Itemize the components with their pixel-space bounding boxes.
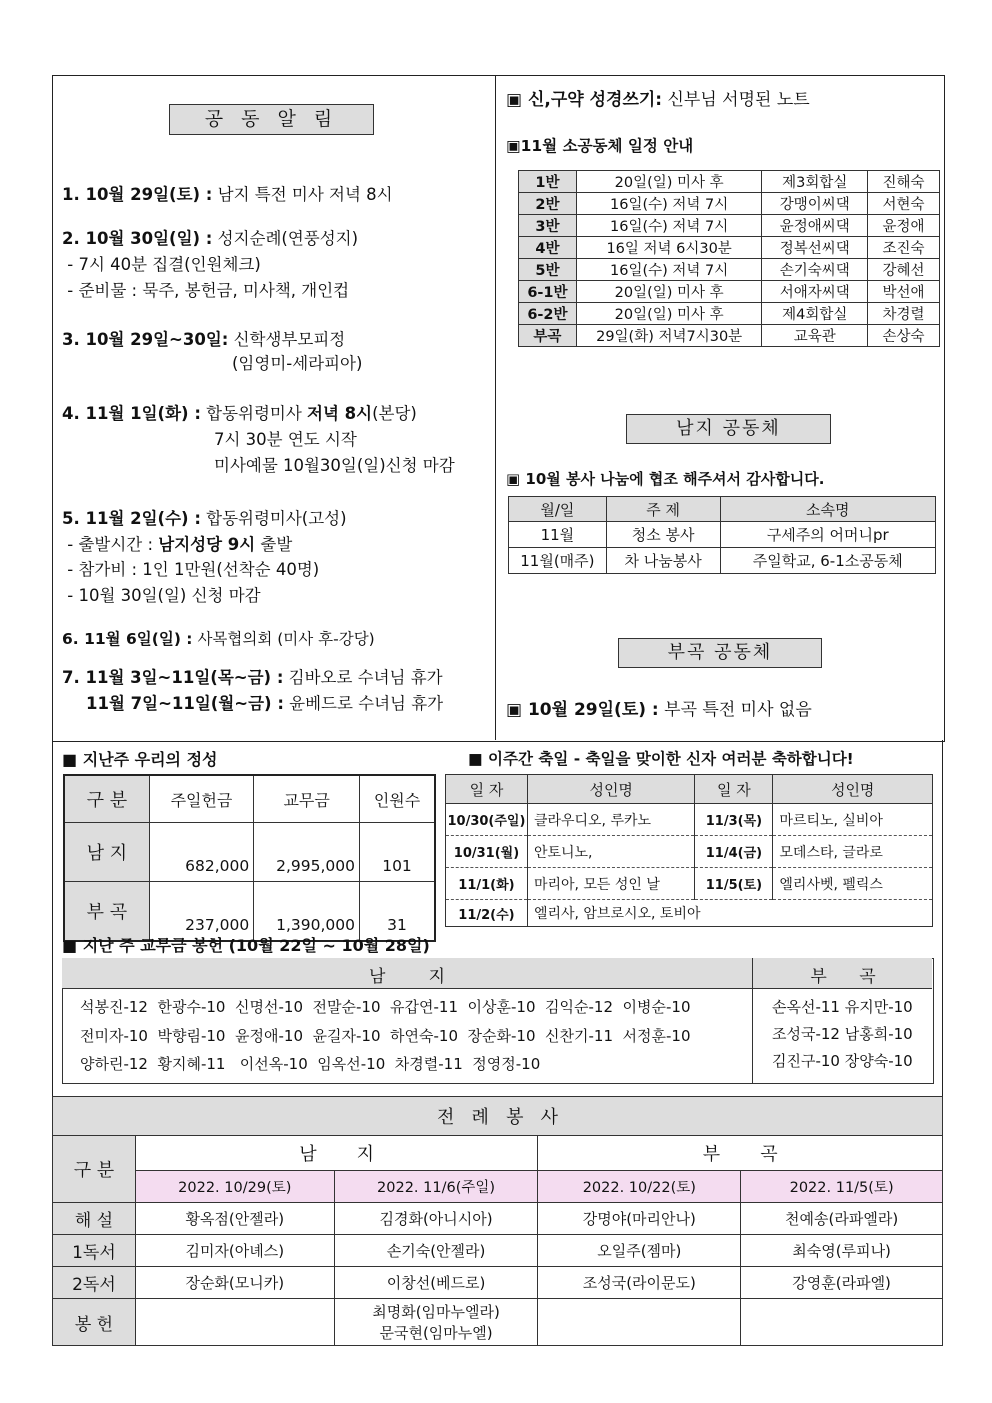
feast-row [446,804,933,836]
dues-bugok-line: 김진구-10 장양숙-10 [772,1052,913,1070]
offering-cell: 부 곡 [64,882,149,942]
liturgy-date: 2022. 11/6(주일) [334,1171,538,1203]
liturgy-cell [135,1299,334,1346]
schedule-cell: 교육관 [762,325,868,347]
liturgy-cell [334,1235,538,1267]
liturgy-name: 조성국(라이문도) [582,1274,696,1292]
schedule-cell: 4반 [519,237,577,259]
notice-lead: 7. 11월 3일~11일(목~금) : [62,668,284,687]
notice-item [214,453,455,478]
schedule-row [519,215,940,237]
liturgy-table [52,1096,943,1346]
notice-lead: 3. 10월 29일~30일: [62,330,229,349]
liturgy-cell [741,1235,943,1267]
notice-bold: 남지성당 9시 [158,535,256,554]
service-header: 소속명 [720,497,935,522]
liturgy-col-label: 구 분 [53,1136,136,1203]
feast-date: 10/30(주일) [446,804,528,836]
notice-lead: 6. 11월 6일(일) : [62,630,193,648]
service-header: 주 제 [606,497,720,522]
service-cell: 차 나눔봉사 [606,548,720,574]
feast-saints: 안토니노, [527,836,695,868]
feast-date: 11/4(금) [695,836,773,868]
schedule-cell: 손상숙 [868,325,940,347]
feast-date: 11/2(수) [446,900,528,927]
notice-item [62,278,349,303]
notice-text: 남지 특전 미사 저녁 8시 [212,185,393,204]
liturgy-role: 봉 헌 [53,1299,136,1346]
notice-bold: 저녁 8시 [307,404,373,423]
service-cell: 구세주의 어머니pr [720,522,935,548]
schedule-cell: 5반 [519,259,577,281]
schedule-cell: 20일(일) 미사 후 [576,303,762,325]
liturgy-cell [135,1267,334,1299]
notice-text: 신학생부모피정 [228,330,346,349]
liturgy-cell [538,1299,741,1346]
feast-table [445,774,933,927]
notice-item [62,226,358,251]
liturgy-date-row [53,1171,943,1203]
schedule-cell: 강맹이씨댁 [762,193,868,215]
feast-header: 일 자 [446,775,528,804]
liturgy-row [53,1299,943,1346]
liturgy-cell [538,1267,741,1299]
feast-title: ■ 이주간 축일 - 축일을 맞이한 신자 여러분 축하합니다! [468,750,854,768]
notice-item [62,182,393,207]
liturgy-row [53,1267,943,1299]
notice-item [62,532,292,557]
feast-saints: 클라우디오, 루카노 [527,804,695,836]
liturgy-role: 2독서 [53,1267,136,1299]
offering-cell: 남 지 [64,823,149,882]
schedule-cell: 윤정애씨댁 [762,215,868,237]
liturgy-name: 최명화(임마누엘라) [372,1303,500,1321]
feast-row [446,836,933,868]
service-header-row [509,497,936,522]
notice-text: 합동위령미사 [200,404,308,423]
feast-header-row [446,775,933,804]
notice-lead: 1. 10월 29일(토) : [62,185,213,204]
notice-item [214,427,357,452]
dues-bugok-header: 부 곡 [810,967,876,987]
notice-item [62,327,345,352]
service-cell: 청소 봉사 [606,522,720,548]
dues-namji-line: 석봉진-12 한광수-10 신명선-10 전말순-10 유갑연-11 이상훈-10 김익순-12 이병순-10 [80,998,691,1016]
liturgy-name: 천예송(라파엘라) [785,1210,899,1228]
offering-header: 인원수 [360,775,436,823]
liturgy-name: 최숙영(루피나) [792,1242,891,1260]
schedule-cell: 손기숙씨댁 [762,259,868,281]
liturgy-title-row [53,1097,943,1136]
liturgy-cell [135,1203,334,1235]
offering-row [64,823,435,882]
liturgy-cell [741,1267,943,1299]
notice-text: 7시 30분 연도 시작 [214,430,357,449]
dues-namji-line: 전미자-10 박향림-10 윤정애-10 윤길자-10 하연숙-10 장순화-10 신찬기-11 서정훈-10 [80,1026,691,1045]
feast-saints: 엘리사, 암브로시오, 토비아 [527,900,932,927]
service-cell: 11월(매주) [509,548,607,574]
liturgy-name: 강영훈(라파엘) [792,1274,891,1292]
liturgy-cell [741,1203,943,1235]
schedule-title: ▣11월 소공동체 일정 안내 [506,137,694,155]
liturgy-cell [334,1267,538,1299]
liturgy-row [53,1235,943,1267]
notice-text: - 10월 30일(일) 신청 마감 [62,586,261,605]
offering-cell: 237,000 [149,882,254,942]
notice-text: - 참가비 : 1인 1만원(선착순 40명) [62,560,320,579]
offering-title: ■ 지난주 우리의 정성 [62,750,218,769]
schedule-cell: 조진숙 [868,237,940,259]
schedule-cell: 제4회합실 [762,303,868,325]
liturgy-cell [741,1299,943,1346]
notice-text: 합동위령미사(고성) [200,509,347,528]
feast-header: 성인명 [773,775,933,804]
schedule-cell: 29일(화) 저녁7시30분 [576,325,762,347]
schedule-cell: 6-1반 [519,281,577,303]
schedule-cell: 박선애 [868,281,940,303]
feast-date: 11/5(토) [695,868,773,900]
liturgy-date: 2022. 11/5(토) [741,1171,943,1203]
dues-title: ■ 지난 주 교무금 봉헌 (10월 22일 ~ 10월 28일) [62,936,430,955]
liturgy-name: 오일주(젬마) [597,1242,682,1260]
liturgy-date: 2022. 10/22(토) [538,1171,741,1203]
schedule-cell: 서애자씨댁 [762,281,868,303]
notice-text: 김바오로 수녀님 휴가 [283,668,443,687]
feast-date: 10/31(월) [446,836,528,868]
notice-text: 사목협의회 (미사 후-강당) [192,630,375,648]
schedule-cell: 16일(수) 저녁 7시 [576,193,762,215]
schedule-cell: 1반 [519,171,577,193]
notice-lead: 5. 11월 2일(수) : [62,509,201,528]
notice-item [62,252,261,277]
service-row [509,522,936,548]
schedule-cell: 16일(수) 저녁 7시 [576,215,762,237]
notices-title: 공 동 알 림 [169,104,374,135]
notice-item [232,351,362,376]
notice-item [62,627,375,652]
schedule-table [518,170,940,347]
top-divider [495,75,496,740]
notice-text: 윤베드로 수녀님 휴가 [283,694,444,713]
dues-bugok-names [772,994,913,1075]
middle-right-border [942,740,943,1097]
notice-lead: 2. 10월 30일(일) : [62,229,213,248]
schedule-cell: 제3회합실 [762,171,868,193]
liturgy-cell [135,1235,334,1267]
liturgy-bugok-header: 부 곡 [538,1136,943,1171]
bible-text: 신부님 서명된 노트 [662,90,810,110]
notice-lead: 4. 11월 1일(화) : [62,404,201,423]
schedule-row [519,281,940,303]
notice-text: - 7시 40분 집결(인원체크) [62,255,261,274]
offering-cell: 682,000 [149,823,254,882]
schedule-cell: 20일(일) 미사 후 [576,171,762,193]
dues-namji-line: 양하린-12 황지혜-11 이선옥-10 임옥선-10 차경렬-11 정영정-10 [80,1055,541,1073]
schedule-row [519,237,940,259]
liturgy-cell [334,1203,538,1235]
notice-item [86,691,443,716]
dues-bugok-line: 손옥선-11 유지만-10 [772,998,913,1016]
feast-saints: 마리아, 모든 성인 날 [527,868,695,900]
notice-tail: 출발 [255,535,293,554]
schedule-cell: 부곡 [519,325,577,347]
offering-cell: 2,995,000 [254,823,360,882]
offering-table [63,774,436,942]
dues-bugok-line: 조성국-12 남홍희-10 [772,1025,913,1043]
liturgy-name: 황옥점(안젤라) [185,1210,285,1228]
service-header: 월/일 [509,497,607,522]
feast-date: 11/1(화) [446,868,528,900]
feast-header: 성인명 [527,775,695,804]
offering-header: 주일헌금 [149,775,254,823]
schedule-cell: 6-2반 [519,303,577,325]
middle-left-border [52,740,53,1097]
feast-header: 일 자 [695,775,773,804]
liturgy-group-row [53,1136,943,1171]
liturgy-name: 김경화(아니시아) [379,1210,493,1228]
bugok-notice [506,698,812,723]
schedule-cell: 정복선씨댁 [762,237,868,259]
schedule-cell: 윤정애 [868,215,940,237]
liturgy-row [53,1203,943,1235]
liturgy-role: 1독서 [53,1235,136,1267]
notice-item [62,665,443,690]
notice-text: (임영미-세라피아) [232,354,363,373]
notice-text: 미사예물 10월30일(일)신청 마감 [214,456,455,475]
offering-cell: 101 [360,823,436,882]
offering-header-row [64,775,435,823]
notice-tail: (본당) [372,404,417,423]
schedule-cell: 2반 [519,193,577,215]
bugok-notice-label: ▣ 10월 29일(토) : [506,700,659,720]
namji-title: 남지 공동체 [626,414,831,444]
liturgy-name: 김미자(아녜스) [185,1242,285,1260]
liturgy-date: 2022. 10/29(토) [135,1171,334,1203]
schedule-cell: 강혜선 [868,259,940,281]
liturgy-title: 전 례 봉 사 [53,1097,943,1136]
feast-row [446,900,933,927]
offering-header: 구 분 [64,775,149,823]
notice-item [62,557,319,582]
bible-label: ▣ 신,구약 성경쓰기: [506,90,663,110]
offering-cell: 31 [360,882,436,942]
notice-text: - 준비물 : 묵주, 봉헌금, 미사책, 개인컵 [62,281,350,300]
offering-cell: 1,390,000 [254,882,360,942]
feast-saints: 엘리사벳, 펠릭스 [773,868,933,900]
dues-namji-header: 남 지 [368,967,446,987]
liturgy-name: 손기숙(안젤라) [386,1242,486,1260]
liturgy-cell [538,1235,741,1267]
schedule-cell: 16일 저녁 6시30분 [576,237,762,259]
schedule-row [519,303,940,325]
schedule-cell: 16일(수) 저녁 7시 [576,259,762,281]
liturgy-cell [538,1203,741,1235]
schedule-row [519,171,940,193]
schedule-cell: 20일(일) 미사 후 [576,281,762,303]
feast-row [446,868,933,900]
liturgy-name: 이창선(베드로) [386,1274,486,1292]
schedule-cell: 진해숙 [868,171,940,193]
service-cell: 11월 [509,522,607,548]
notice-text: 성지순례(연풍성지) [212,229,359,248]
schedule-cell: 서현숙 [868,193,940,215]
liturgy-name-extra: 문국현(임마누엘) [379,1324,493,1342]
notice-lead: 11월 7일~11일(월~금) : [86,694,284,713]
feast-date: 11/3(목) [695,804,773,836]
liturgy-name: 장순화(모니카) [185,1274,285,1292]
notice-item [62,583,261,608]
schedule-row [519,259,940,281]
schedule-row [519,193,940,215]
dues-namji-names [80,993,691,1079]
notice-text: - 출발시간 : [62,535,159,554]
offering-header: 교무금 [254,775,360,823]
liturgy-role: 해 설 [53,1203,136,1235]
notice-item [62,506,347,531]
bugok-title: 부곡 공동체 [618,638,822,668]
feast-saints: 모데스타, 글라로 [773,836,933,868]
schedule-row [519,325,940,347]
service-cell: 주일학교, 6-1소공동체 [720,548,935,574]
liturgy-cell [334,1299,538,1346]
liturgy-name: 강명야(마리안나) [582,1210,696,1228]
bugok-notice-text: 부곡 특전 미사 없음 [658,700,812,720]
namji-service-table [508,496,936,574]
notice-item [62,401,417,426]
bible-notice [506,88,810,113]
schedule-cell: 3반 [519,215,577,237]
service-row [509,548,936,574]
schedule-cell: 차경렬 [868,303,940,325]
liturgy-namji-header: 남 지 [135,1136,538,1171]
namji-thanks: ▣ 10월 봉사 나눔에 협조 해주셔서 감사합니다. [506,470,825,488]
feast-saints: 마르티노, 실비아 [773,804,933,836]
